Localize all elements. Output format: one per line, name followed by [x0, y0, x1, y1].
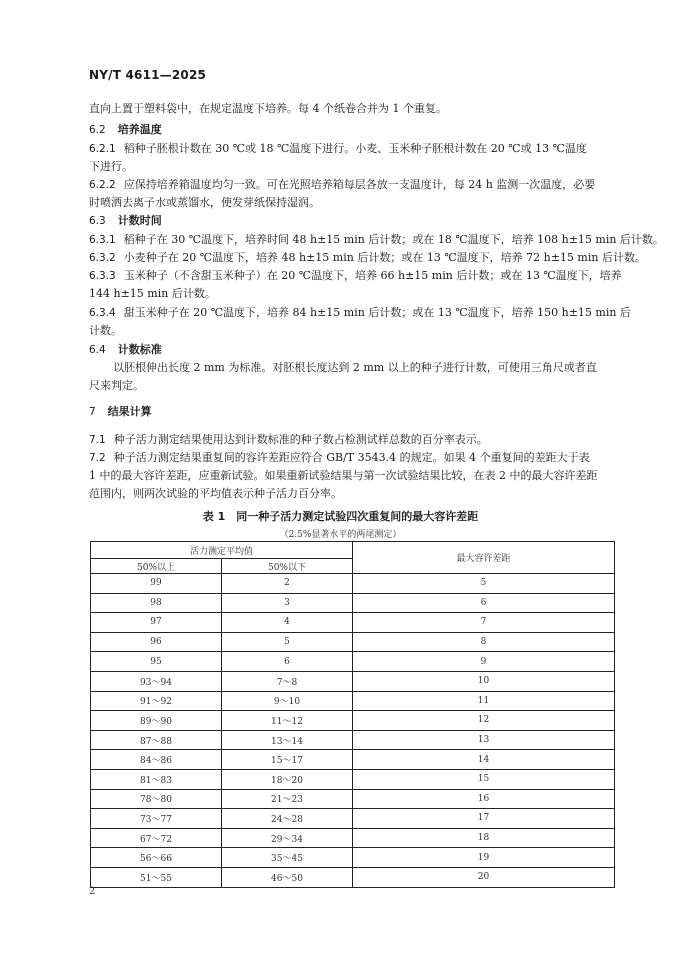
table-row [91, 671, 615, 691]
section-heading-6-4: 6.4 计数标准 [89, 343, 162, 356]
table-cell: 67～72 [91, 828, 222, 848]
table-cell: 20 [353, 867, 615, 887]
table-cell: 93～94 [91, 671, 222, 691]
table-cell: 19 [353, 848, 615, 868]
table-cell: 99 [91, 574, 222, 594]
page-number: 2 [89, 886, 96, 897]
table-cell: 13～14 [222, 730, 353, 750]
table-cell: 46～50 [222, 867, 353, 887]
table-cell: 8 [353, 632, 615, 652]
clause-6-3-3: 6.3.3 玉米种子（不含甜玉米种子）在 20 ℃温度下，培养 66 h±15 min 后计数；或在 13 ℃温度下，培养 [89, 269, 622, 282]
table-cell: 78～80 [91, 789, 222, 809]
section-heading-6-3: 6.3 计数时间 [89, 214, 162, 227]
body-line: 下进行。 [89, 160, 133, 173]
table-cell: 35～45 [222, 848, 353, 868]
body-line: 计数。 [89, 324, 122, 337]
clause-6-3-4: 6.3.4 甜玉米种子在 20 ℃温度下，培养 84 h±15 min 后计数；或在 13 ℃温度下，培养 150 h±15 min 后 [89, 306, 631, 319]
clause-6-2-1: 6.2.1 稻种子胚根计数在 30 ℃或 18 ℃温度下进行。小麦、玉米种子胚根计数在 20 ℃或 13 ℃温度 [89, 142, 587, 155]
document-code-header: NY/T 4611—2025 [89, 68, 207, 82]
table-subtitle: （2.5%显著水平的两尾测定） [279, 530, 402, 540]
table-cell: 5 [353, 574, 615, 594]
clause-7-2: 7.2 种子活力测定结果重复间的容许差距应符合 GB/T 3543.4 的规定。如果 4 个重复间的差距大于表 [89, 451, 590, 464]
table-cell: 3 [222, 593, 353, 613]
table-row [91, 828, 615, 848]
table-row [91, 750, 615, 770]
body-line: 尺来判定。 [89, 379, 144, 392]
table-cell: 9 [353, 652, 615, 672]
table-cell: 87～88 [91, 730, 222, 750]
table-cell: 12 [353, 711, 615, 731]
table-cell: 6 [353, 593, 615, 613]
body-line: 144 h±15 min 后计数。 [89, 287, 216, 300]
table-row [91, 711, 615, 731]
tolerance-table [90, 541, 615, 888]
below-50-header: 50%以下 [222, 559, 353, 574]
table-row [91, 769, 615, 789]
table-cell: 2 [222, 574, 353, 594]
body-line: 范围内，则两次试验的平均值表示种子活力百分率。 [89, 487, 342, 500]
table-row [91, 574, 615, 594]
table-cell: 16 [353, 789, 615, 809]
table-cell: 11 [353, 691, 615, 711]
table-cell: 15～17 [222, 750, 353, 770]
table-cell: 73～77 [91, 809, 222, 829]
table-cell: 29～34 [222, 828, 353, 848]
body-line: 直向上置于塑料袋中，在规定温度下培养。每 4 个纸卷合并为 1 个重复。 [89, 102, 447, 115]
above-50-header: 50%以上 [91, 559, 222, 574]
table-cell: 96 [91, 632, 222, 652]
table-row [91, 613, 615, 633]
table-cell: 56～66 [91, 848, 222, 868]
body-line: 时喷洒去离子水或蒸馏水，使发芽纸保持湿润。 [89, 196, 320, 209]
clause-6-3-2: 6.3.2 小麦种子在 20 ℃温度下，培养 48 h±15 min 后计数；或在 13 ℃温度下，培养 72 h±15 min 后计数。 [89, 251, 646, 264]
clause-6-2-2: 6.2.2 应保持培养箱温度均匀一致。可在光照培养箱每层各放一支温度计，每 24 h 监测一次温度，必要 [89, 178, 596, 191]
table-cell: 97 [91, 613, 222, 633]
table-title: 表 1 同一种子活力测定试验四次重复间的最大容许差距 [202, 510, 479, 523]
table-row [91, 848, 615, 868]
body-line: 以胚根伸出长度 2 mm 为标准。对胚根长度达到 2 mm 以上的种子进行计数，可使用三角尺或者直 [113, 361, 597, 374]
table-row [91, 632, 615, 652]
table-cell: 9～10 [222, 691, 353, 711]
table-row [91, 730, 615, 750]
table-cell: 7 [353, 613, 615, 633]
table-row [91, 691, 615, 711]
table-cell: 84～86 [91, 750, 222, 770]
table-cell: 10 [353, 671, 615, 691]
table-row [91, 867, 615, 887]
table-row [91, 809, 615, 829]
section-heading-6-2: 6.2 培养温度 [89, 123, 162, 136]
body-line: 1 中的最大容许差距，应重新试验。如果重新试验结果与第一次试验结果比较，在表 2 中的最大容许差距 [89, 469, 598, 482]
group-header-cell: 活力测定平均值 [91, 542, 353, 559]
table-cell: 24～28 [222, 809, 353, 829]
table-cell: 4 [222, 613, 353, 633]
table-cell: 21～23 [222, 789, 353, 809]
section-heading-7: 7 结果计算 [89, 405, 152, 418]
table-cell: 18～20 [222, 769, 353, 789]
max-difference-header: 最大容许差距 [353, 542, 615, 574]
table-cell: 18 [353, 828, 615, 848]
table-cell: 11～12 [222, 711, 353, 731]
table-cell: 81～83 [91, 769, 222, 789]
table-cell: 89～90 [91, 711, 222, 731]
table-cell: 98 [91, 593, 222, 613]
clause-7-1: 7.1 种子活力测定结果使用达到计数标准的种子数占检测试样总数的百分率表示。 [89, 433, 488, 446]
table-cell: 15 [353, 769, 615, 789]
table-cell: 14 [353, 750, 615, 770]
table-cell: 13 [353, 730, 615, 750]
table-row [91, 789, 615, 809]
table-cell: 7～8 [222, 671, 353, 691]
table-cell: 5 [222, 632, 353, 652]
table-cell: 91～92 [91, 691, 222, 711]
table-cell: 17 [353, 809, 615, 829]
table-cell: 51～55 [91, 867, 222, 887]
table-cell: 6 [222, 652, 353, 672]
table-row [91, 593, 615, 613]
table-cell: 95 [91, 652, 222, 672]
table-row [91, 652, 615, 672]
clause-6-3-1: 6.3.1 稻种子在 30 ℃温度下，培养时间 48 h±15 min 后计数；或在 18 ℃温度下，培养 108 h±15 min 后计数。 [89, 233, 664, 246]
